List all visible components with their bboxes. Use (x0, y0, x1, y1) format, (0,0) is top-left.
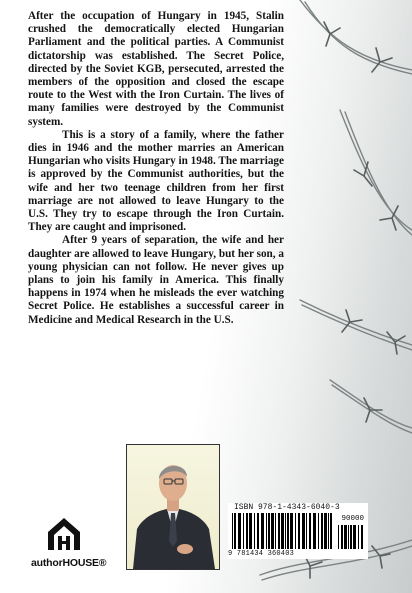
isbn-barcode (228, 503, 368, 559)
blurb-paragraph-3: After 9 years of separation, the wife and her daughter are allowed to leave Hungary, but her son, a young physician can not follow. He never gives up plans to join his family in America. This finally happens in 1974 when he misleads the ever watching Secret Police. He establishes a successful career in Medicine and Medical Research in the U.S. (28, 234, 284, 326)
blurb-paragraph-2: This is a story of a family, where the father dies in 1946 and the mother marries an American Hungarian who visits Hungary in 1948. The marriage is approved by the Communist authorities, but the wife and her two teenage children from her first marriage are not allowed to leave Hungary to the U.S. They try to escape through the Iron Curtain. They are caught and imprisoned. (28, 128, 284, 234)
barcode-digits: 9 781434 360403 (228, 550, 295, 558)
price-barcode-bars (338, 525, 366, 549)
blurb-paragraph-1: After the occupation of Hungary in 1945, Stalin crushed the democratically elected Hungarian Parliament and the political parties. A Communist dictatorship was established. The Secret Police, directed by the Soviet KGB, persecuted, arrested the members of the opposition and closed the escape route to the West with the Iron Curtain. The lives of many families were destroyed by the Communist system. (28, 10, 284, 128)
price-code: 90000 (341, 515, 364, 523)
isbn-number: ISBN 978-1-4343-6040-3 (234, 503, 340, 512)
author-photo (126, 444, 220, 570)
barcode-bars (232, 513, 336, 549)
publisher-name: authorHOUSE® (31, 557, 107, 569)
back-cover-blurb (28, 10, 284, 327)
